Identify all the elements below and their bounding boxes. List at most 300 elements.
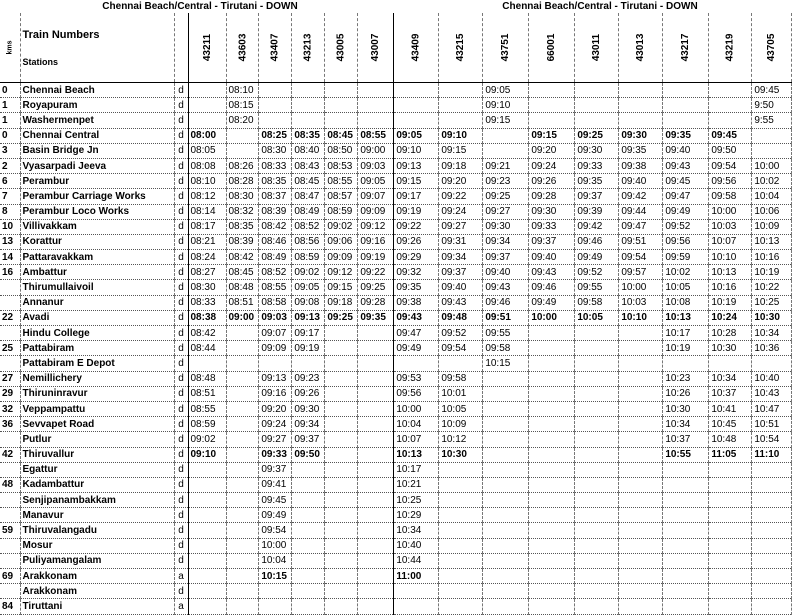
- km-cell: [0, 493, 20, 508]
- time-cell: 08:51: [226, 295, 259, 310]
- time-cell: 08:55: [259, 280, 292, 295]
- time-cell: [483, 417, 529, 432]
- time-cell: [188, 493, 226, 508]
- time-cell: [752, 523, 792, 538]
- time-cell: [439, 523, 483, 538]
- arrival-departure-flag: d: [174, 371, 188, 386]
- time-cell: 09:49: [394, 341, 439, 356]
- time-cell: [752, 569, 792, 584]
- time-cell: 09:05: [394, 128, 439, 143]
- time-cell: [292, 98, 325, 113]
- time-cell: [292, 462, 325, 477]
- time-cell: 09:10: [483, 98, 529, 113]
- time-cell: [325, 326, 358, 341]
- time-cell: 09:54: [259, 523, 292, 538]
- time-cell: [358, 113, 394, 128]
- time-cell: 09:17: [394, 189, 439, 204]
- time-cell: [752, 477, 792, 492]
- time-cell: 09:27: [259, 432, 292, 447]
- time-cell: 09:37: [483, 250, 529, 265]
- time-cell: 08:26: [226, 158, 259, 173]
- time-cell: [529, 98, 575, 113]
- time-cell: [663, 493, 709, 508]
- time-cell: 10:34: [752, 326, 792, 341]
- time-cell: 09:30: [292, 401, 325, 416]
- time-cell: 08:50: [325, 143, 358, 158]
- time-cell: [439, 113, 483, 128]
- time-cell: [709, 493, 752, 508]
- time-cell: 10:00: [529, 310, 575, 325]
- time-cell: 09:54: [709, 158, 752, 173]
- time-cell: 10:55: [663, 447, 709, 462]
- station-name: Perambur Carriage Works: [20, 189, 174, 204]
- time-cell: 08:59: [325, 204, 358, 219]
- arrival-departure-flag: d: [174, 493, 188, 508]
- station-name: Perambur: [20, 174, 174, 189]
- km-cell: 16: [0, 265, 20, 280]
- time-cell: 08:25: [259, 128, 292, 143]
- time-cell: 09:34: [483, 234, 529, 249]
- time-cell: 10:51: [752, 417, 792, 432]
- ad-header: [174, 13, 188, 83]
- time-cell: [226, 143, 259, 158]
- km-cell: 42: [0, 447, 20, 462]
- arrival-departure-flag: d: [174, 158, 188, 173]
- time-cell: [358, 553, 394, 568]
- time-cell: [292, 569, 325, 584]
- km-cell: [0, 538, 20, 553]
- time-cell: 09:27: [439, 219, 483, 234]
- time-cell: 08:21: [188, 234, 226, 249]
- time-cell: [752, 128, 792, 143]
- km-cell: 25: [0, 341, 20, 356]
- time-cell: 10:07: [394, 432, 439, 447]
- time-cell: [575, 553, 619, 568]
- time-cell: [325, 599, 358, 614]
- time-cell: [325, 83, 358, 98]
- time-cell: 09:37: [292, 432, 325, 447]
- arrival-departure-flag: d: [174, 250, 188, 265]
- train-number-43013: 43013: [619, 13, 663, 83]
- time-cell: 09:15: [529, 128, 575, 143]
- time-cell: 09:32: [394, 265, 439, 280]
- time-cell: 09:45: [259, 493, 292, 508]
- station-name: Arakkonam: [20, 584, 174, 599]
- time-cell: 09:56: [663, 234, 709, 249]
- time-cell: [325, 508, 358, 523]
- time-cell: [292, 113, 325, 128]
- time-cell: 08:56: [292, 234, 325, 249]
- time-cell: [292, 553, 325, 568]
- time-cell: [325, 538, 358, 553]
- time-cell: [259, 584, 292, 599]
- arrival-departure-flag: d: [174, 523, 188, 538]
- time-cell: [619, 83, 663, 98]
- time-cell: 10:24: [709, 310, 752, 325]
- time-cell: [292, 584, 325, 599]
- table-row: [0, 401, 792, 416]
- table-row: [0, 341, 792, 356]
- time-cell: [619, 462, 663, 477]
- time-cell: [439, 477, 483, 492]
- time-cell: 09:20: [529, 143, 575, 158]
- time-cell: 09:10: [394, 143, 439, 158]
- time-cell: [358, 386, 394, 401]
- arrival-departure-flag: d: [174, 447, 188, 462]
- station-name: Veppampattu: [20, 401, 174, 416]
- time-cell: [292, 477, 325, 492]
- time-cell: 08:48: [188, 371, 226, 386]
- table-row: [0, 599, 792, 614]
- time-cell: [663, 538, 709, 553]
- time-cell: [529, 432, 575, 447]
- time-cell: 09:49: [529, 295, 575, 310]
- time-cell: 08:33: [188, 295, 226, 310]
- time-cell: [292, 83, 325, 98]
- time-cell: [663, 83, 709, 98]
- time-cell: 10:43: [752, 386, 792, 401]
- stations-label: Stations: [22, 57, 59, 67]
- time-cell: 10:13: [752, 234, 792, 249]
- time-cell: [529, 477, 575, 492]
- time-cell: 10:37: [709, 386, 752, 401]
- arrival-departure-flag: d: [174, 341, 188, 356]
- time-cell: 08:00: [188, 128, 226, 143]
- time-cell: 10:01: [439, 386, 483, 401]
- station-name: Nemillichery: [20, 371, 174, 386]
- time-cell: 08:43: [292, 158, 325, 173]
- time-cell: [483, 128, 529, 143]
- time-cell: [226, 584, 259, 599]
- time-cell: 09:00: [226, 310, 259, 325]
- time-cell: [663, 477, 709, 492]
- time-cell: [226, 432, 259, 447]
- arrival-departure-flag: d: [174, 174, 188, 189]
- station-name: Puliyamangalam: [20, 553, 174, 568]
- time-cell: 09:05: [292, 280, 325, 295]
- time-cell: [575, 113, 619, 128]
- time-cell: 10:06: [752, 204, 792, 219]
- time-cell: [439, 493, 483, 508]
- time-cell: 10:41: [709, 401, 752, 416]
- time-cell: [483, 371, 529, 386]
- time-cell: 11:00: [394, 569, 439, 584]
- time-cell: 10:54: [752, 432, 792, 447]
- table-row: [0, 371, 792, 386]
- km-cell: [0, 432, 20, 447]
- time-cell: [394, 83, 439, 98]
- time-cell: [439, 98, 483, 113]
- arrival-departure-flag: d: [174, 295, 188, 310]
- time-cell: 09:20: [439, 174, 483, 189]
- time-cell: [325, 462, 358, 477]
- km-cell: 7: [0, 189, 20, 204]
- time-cell: [439, 569, 483, 584]
- time-cell: 09:53: [394, 371, 439, 386]
- table-row: [0, 326, 792, 341]
- time-cell: [292, 599, 325, 614]
- arrival-departure-flag: d: [174, 417, 188, 432]
- time-cell: 09:43: [529, 265, 575, 280]
- time-cell: 09:15: [394, 174, 439, 189]
- time-cell: [483, 143, 529, 158]
- time-cell: 09:40: [483, 265, 529, 280]
- time-cell: 10:48: [709, 432, 752, 447]
- km-cell: 0: [0, 83, 20, 98]
- time-cell: [325, 98, 358, 113]
- time-cell: [529, 599, 575, 614]
- arrival-departure-flag: a: [174, 599, 188, 614]
- station-name: Egattur: [20, 462, 174, 477]
- time-cell: [325, 569, 358, 584]
- time-cell: [483, 508, 529, 523]
- time-cell: 08:46: [259, 234, 292, 249]
- time-cell: [188, 599, 226, 614]
- km-cell: 32: [0, 401, 20, 416]
- time-cell: 09:47: [394, 326, 439, 341]
- time-cell: 09:23: [292, 371, 325, 386]
- time-cell: 08:17: [188, 219, 226, 234]
- km-cell: 10: [0, 219, 20, 234]
- time-cell: 09:34: [292, 417, 325, 432]
- time-cell: [292, 538, 325, 553]
- time-cell: 08:33: [259, 158, 292, 173]
- time-cell: 09:30: [529, 204, 575, 219]
- km-cell: 69: [0, 569, 20, 584]
- station-name: Sevvapet Road: [20, 417, 174, 432]
- time-cell: [663, 113, 709, 128]
- time-cell: 09:59: [663, 250, 709, 265]
- time-cell: [529, 401, 575, 416]
- time-cell: [358, 569, 394, 584]
- time-cell: [358, 493, 394, 508]
- time-cell: 09:05: [358, 174, 394, 189]
- time-cell: [439, 356, 483, 371]
- km-cell: 14: [0, 250, 20, 265]
- time-cell: [619, 341, 663, 356]
- time-cell: [483, 447, 529, 462]
- arrival-departure-flag: d: [174, 326, 188, 341]
- time-cell: [575, 584, 619, 599]
- time-cell: [226, 553, 259, 568]
- time-cell: 09:39: [575, 204, 619, 219]
- time-cell: [358, 83, 394, 98]
- km-cell: 0: [0, 128, 20, 143]
- time-cell: 9:50: [752, 98, 792, 113]
- time-cell: [483, 569, 529, 584]
- time-cell: [752, 508, 792, 523]
- time-cell: [483, 401, 529, 416]
- time-cell: 08:40: [292, 143, 325, 158]
- time-cell: 10:02: [752, 174, 792, 189]
- time-cell: [188, 569, 226, 584]
- time-cell: 09:51: [483, 310, 529, 325]
- km-cell: 36: [0, 417, 20, 432]
- time-cell: [709, 569, 752, 584]
- table-row: [0, 219, 792, 234]
- table-row: [0, 447, 792, 462]
- time-cell: [619, 371, 663, 386]
- time-cell: 09:18: [325, 295, 358, 310]
- time-cell: 09:45: [663, 174, 709, 189]
- time-cell: [226, 356, 259, 371]
- time-cell: [188, 584, 226, 599]
- time-cell: 08:32: [226, 204, 259, 219]
- time-cell: [529, 83, 575, 98]
- station-name: Annanur: [20, 295, 174, 310]
- time-cell: [575, 432, 619, 447]
- time-cell: [483, 386, 529, 401]
- time-cell: 10:02: [663, 265, 709, 280]
- time-cell: 10:13: [394, 447, 439, 462]
- time-cell: 09:56: [709, 174, 752, 189]
- time-cell: 08:47: [292, 189, 325, 204]
- time-cell: 10:13: [709, 265, 752, 280]
- time-cell: [529, 523, 575, 538]
- time-cell: [325, 447, 358, 462]
- time-cell: 09:18: [439, 158, 483, 173]
- time-cell: [575, 326, 619, 341]
- time-cell: [619, 417, 663, 432]
- train-number-43217: 43217: [663, 13, 709, 83]
- train-number-43213: 43213: [292, 13, 325, 83]
- station-name: Pattaravakkam: [20, 250, 174, 265]
- arrival-departure-flag: d: [174, 462, 188, 477]
- time-cell: 10:19: [752, 265, 792, 280]
- time-cell: [439, 83, 483, 98]
- table-row: [0, 462, 792, 477]
- train-number-43407: 43407: [259, 13, 292, 83]
- time-cell: 08:38: [188, 310, 226, 325]
- time-cell: 10:09: [752, 219, 792, 234]
- timetable-body: [0, 83, 792, 615]
- time-cell: 08:52: [259, 265, 292, 280]
- time-cell: [188, 538, 226, 553]
- station-name: Thirumullaivoil: [20, 280, 174, 295]
- train-number-header-row: [0, 13, 792, 83]
- time-cell: [663, 599, 709, 614]
- time-cell: 09:42: [575, 219, 619, 234]
- station-name: Kadambattur: [20, 477, 174, 492]
- time-cell: [709, 83, 752, 98]
- table-row: [0, 432, 792, 447]
- station-name: Arakkonam: [20, 569, 174, 584]
- time-cell: 09:24: [529, 158, 575, 173]
- time-cell: [226, 341, 259, 356]
- time-cell: 10:05: [439, 401, 483, 416]
- time-cell: [188, 477, 226, 492]
- kms-header: kms: [0, 13, 20, 83]
- time-cell: 09:13: [259, 371, 292, 386]
- time-cell: 08:55: [358, 128, 394, 143]
- station-name: Pattabiram: [20, 341, 174, 356]
- train-numbers-header: Train Numbers Stations: [20, 13, 174, 83]
- time-cell: 10:05: [663, 280, 709, 295]
- station-name: Royapuram: [20, 98, 174, 113]
- train-number-43219: 43219: [709, 13, 752, 83]
- arrival-departure-flag: d: [174, 83, 188, 98]
- km-cell: [0, 295, 20, 310]
- time-cell: 09:22: [394, 219, 439, 234]
- time-cell: [325, 341, 358, 356]
- train-number-66001: 66001: [529, 13, 575, 83]
- time-cell: [529, 508, 575, 523]
- table-row: [0, 356, 792, 371]
- time-cell: 09:54: [439, 341, 483, 356]
- km-cell: [0, 508, 20, 523]
- time-cell: 09:08: [292, 295, 325, 310]
- station-name: Perambur Loco Works: [20, 204, 174, 219]
- station-name: Thiruninravur: [20, 386, 174, 401]
- time-cell: [226, 371, 259, 386]
- km-cell: 8: [0, 204, 20, 219]
- table-row: [0, 508, 792, 523]
- time-cell: [188, 462, 226, 477]
- time-cell: [709, 553, 752, 568]
- time-cell: 09:10: [439, 128, 483, 143]
- time-cell: 08:37: [259, 189, 292, 204]
- arrival-departure-flag: d: [174, 386, 188, 401]
- time-cell: [292, 523, 325, 538]
- time-cell: 09:38: [394, 295, 439, 310]
- time-cell: 10:37: [663, 432, 709, 447]
- time-cell: [575, 341, 619, 356]
- time-cell: 08:35: [259, 174, 292, 189]
- time-cell: 09:17: [292, 326, 325, 341]
- time-cell: 10:23: [663, 371, 709, 386]
- time-cell: 09:47: [663, 189, 709, 204]
- time-cell: [483, 477, 529, 492]
- time-cell: 10:30: [439, 447, 483, 462]
- time-cell: [188, 356, 226, 371]
- time-cell: 08:51: [188, 386, 226, 401]
- time-cell: [394, 584, 439, 599]
- time-cell: 10:17: [394, 462, 439, 477]
- time-cell: [709, 113, 752, 128]
- time-cell: 9:55: [752, 113, 792, 128]
- time-cell: [709, 584, 752, 599]
- time-cell: [226, 538, 259, 553]
- time-cell: 10:08: [663, 295, 709, 310]
- time-cell: [226, 508, 259, 523]
- time-cell: [575, 386, 619, 401]
- time-cell: 08:58: [259, 295, 292, 310]
- time-cell: 10:00: [394, 401, 439, 416]
- time-cell: [358, 417, 394, 432]
- arrival-departure-flag: d: [174, 234, 188, 249]
- table-row: [0, 98, 792, 113]
- time-cell: [483, 599, 529, 614]
- time-cell: [619, 326, 663, 341]
- time-cell: 09:46: [483, 295, 529, 310]
- time-cell: [529, 386, 575, 401]
- time-cell: 10:34: [663, 417, 709, 432]
- table-row: [0, 265, 792, 280]
- time-cell: 09:24: [439, 204, 483, 219]
- time-cell: 09:19: [292, 341, 325, 356]
- time-cell: [358, 341, 394, 356]
- time-cell: [529, 371, 575, 386]
- time-cell: 08:14: [188, 204, 226, 219]
- time-cell: 09:46: [529, 280, 575, 295]
- time-cell: 08:53: [325, 158, 358, 173]
- time-cell: [226, 599, 259, 614]
- arrival-departure-flag: d: [174, 265, 188, 280]
- arrival-departure-flag: d: [174, 310, 188, 325]
- time-cell: 10:12: [439, 432, 483, 447]
- time-cell: 09:55: [483, 326, 529, 341]
- arrival-departure-flag: d: [174, 189, 188, 204]
